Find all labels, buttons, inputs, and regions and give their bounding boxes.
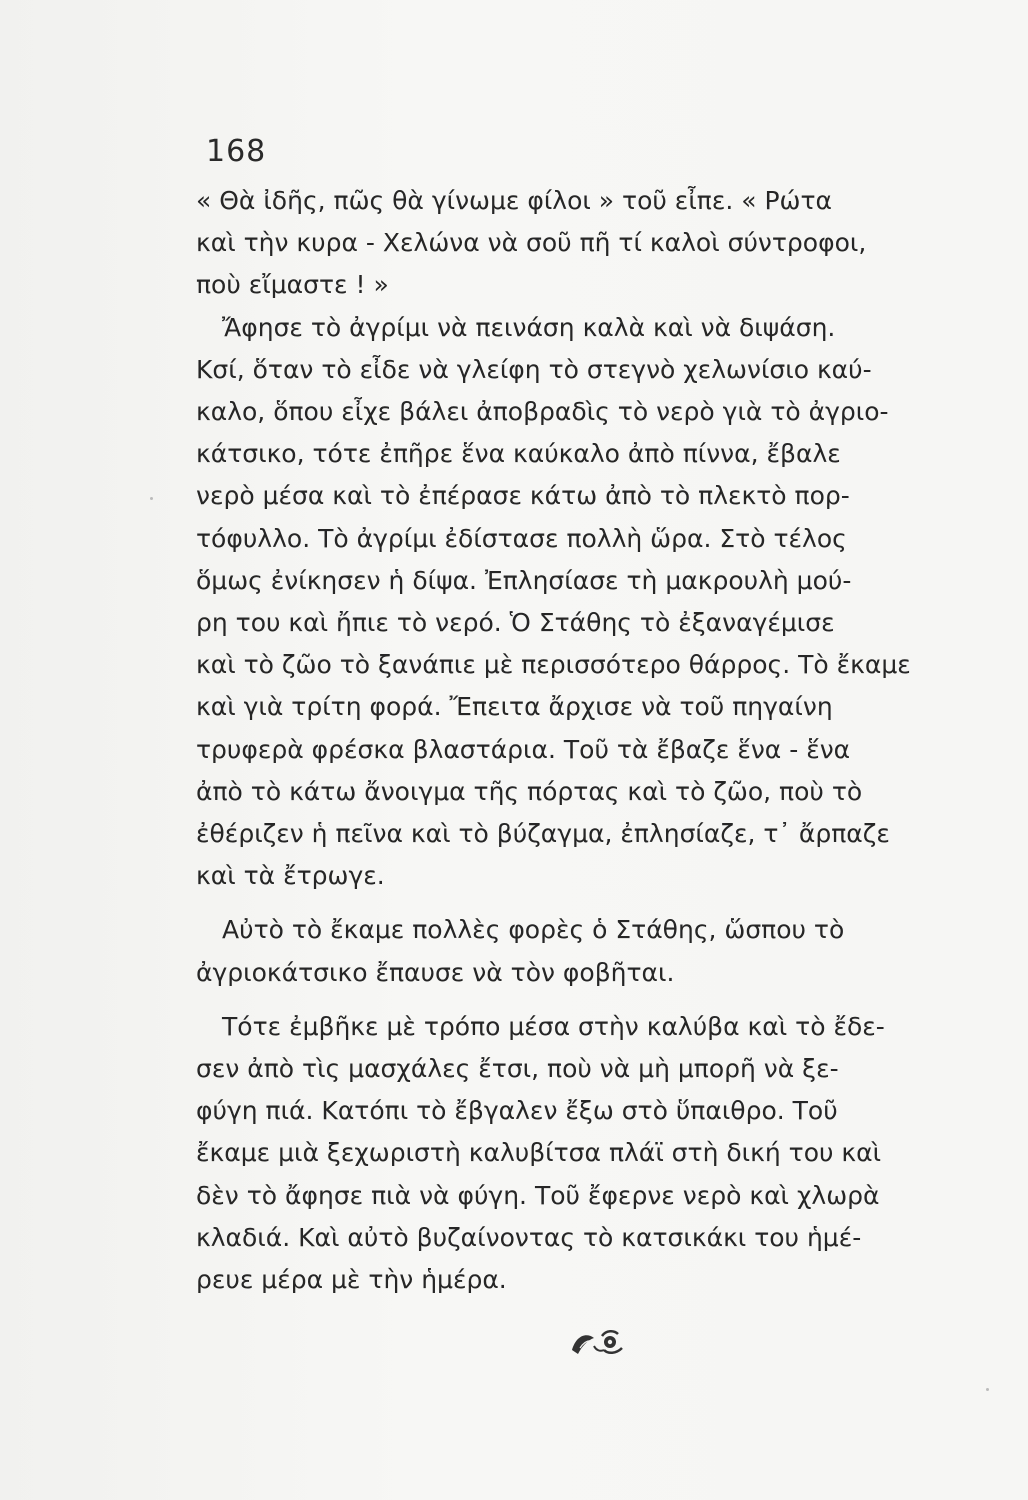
- text-line: καὶ γιὰ τρίτη φορά. Ἔπειτα ἄρχισε νὰ τοῦ πηγαίνη: [196, 692, 833, 722]
- text-line: ἀγριοκάτσικο ἔπαυσε νὰ τὸν φοβῆται.: [196, 957, 675, 987]
- text-line: Ἄφησε τὸ ἀγρίμι νὰ πεινάση καλὰ καὶ νὰ διψάση.: [222, 312, 836, 342]
- text-line: ποὺ εἴμαστε ! »: [196, 270, 389, 300]
- text-line: « Θὰ ἰδῆς, πῶς θὰ γίνωμε φίλοι » τοῦ εἶπε. « Ρώτα: [196, 186, 833, 215]
- paper-speck: [150, 497, 153, 500]
- text-line: τρυφερὰ φρέσκα βλαστάρια. Τοῦ τὰ ἔβαζε ἕνα - ἕνα: [196, 734, 851, 764]
- text-line: καὶ τὴν κυρα - Χελώνα νὰ σοῦ πῆ τί καλοὶ σύντροφοι,: [196, 228, 867, 258]
- text-line: τόφυλλο. Τὸ ἀγρίμι ἐδίστασε πολλὴ ὥρα. Στὸ τέλος: [196, 523, 847, 553]
- text-line: δὲν τὸ ἄφησε πιὰ νὰ φύγη. Τοῦ ἔφερνε νερὸ καὶ χλωρὰ: [196, 1180, 880, 1210]
- text-line: Αὐτὸ τὸ ἔκαμε πολλὲς φορὲς ὁ Στάθης, ὥσπου τὸ: [222, 915, 845, 945]
- leaf-flower-ornament-icon: [566, 1324, 630, 1358]
- text-line: ὅμως ἐνίκησεν ἡ δίψα. Ἐπλησίασε τὴ μακρουλὴ μού-: [196, 565, 852, 595]
- text-line: καὶ τὰ ἔτρωγε.: [196, 861, 385, 891]
- text-line: Τότε ἐμβῆκε μὲ τρόπο μέσα στὴν καλύβα καὶ τὸ ἔδε-: [222, 1011, 885, 1041]
- text-line: ἀπὸ τὸ κάτω ἄνοιγμα τῆς πόρτας καὶ τὸ ζῶο, ποὺ τὸ: [196, 776, 863, 806]
- body-text: [196, 180, 988, 1301]
- text-line: φύγη πιά. Κατόπι τὸ ἔβγαλεν ἔξω στὸ ὕπαιθρο. Τοῦ: [196, 1096, 838, 1126]
- text-line: ἔκαμε μιὰ ξεχωριστὴ καλυβίτσα πλάϊ στὴ δική του καὶ: [196, 1138, 882, 1168]
- text-line: σεν ἀπὸ τὶς μασχάλες ἔτσι, ποὺ νὰ μὴ μπορῆ νὰ ξε-: [196, 1054, 839, 1084]
- text-line: ἐθέριζεν ἡ πεῖνα καὶ τὸ βύζαγμα, ἐπλησίαζε, τ᾽ ἄρπαζε: [196, 819, 890, 849]
- paper-speck: [986, 1388, 989, 1391]
- page-number: 168: [206, 134, 267, 169]
- text-line: νερὸ μέσα καὶ τὸ ἐπέρασε κάτω ἀπὸ τὸ πλεκτὸ πορ-: [196, 481, 850, 511]
- text-line: κάτσικο, τότε ἐπῆρε ἕνα καύκαλο ἀπὸ πίννα, ἔβαλε: [196, 439, 841, 469]
- text-line: καὶ τὸ ζῶο τὸ ξανάπιε μὲ περισσότερο θάρρος. Τὸ ἔκαμε: [196, 650, 911, 680]
- text-line: ρευε μέρα μὲ τὴν ἡμέρα.: [196, 1265, 507, 1295]
- text-line: ρη του καὶ ἤπιε τὸ νερό. Ὁ Στάθης τὸ ἐξαναγέμισε: [196, 608, 835, 638]
- text-line: Κσί, ὅταν τὸ εἶδε νὰ γλείφη τὸ στεγνὸ χελωνίσιο καύ-: [196, 354, 872, 384]
- text-line: κλαδιά. Καὶ αὐτὸ βυζαίνοντας τὸ κατσικάκι του ἡμέ-: [196, 1222, 862, 1252]
- text-line: καλο, ὅπου εἶχε βάλει ἀποβραδὶς τὸ νερὸ γιὰ τὸ ἀγριο-: [196, 397, 889, 427]
